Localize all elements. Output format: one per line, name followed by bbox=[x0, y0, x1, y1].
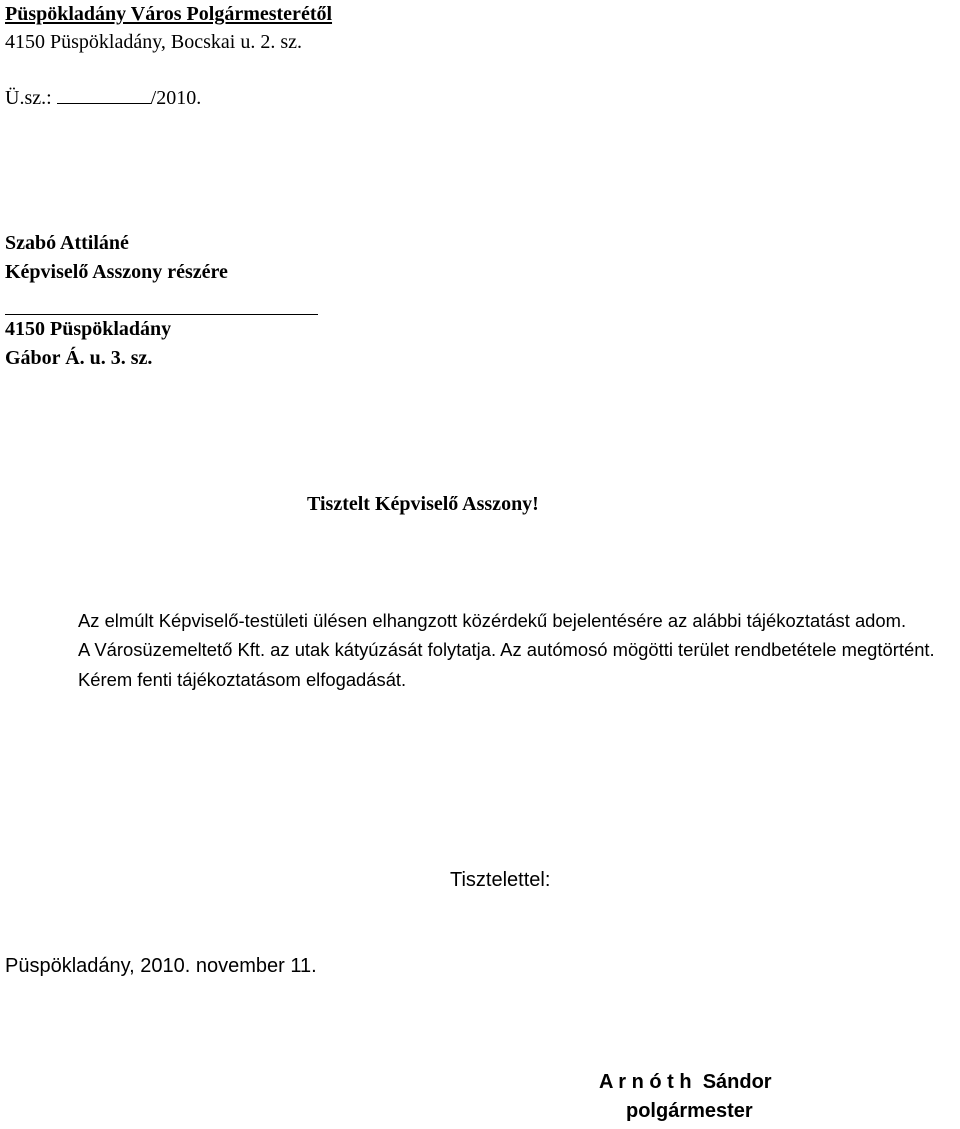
signer-name: A r n ó t h Sándor bbox=[599, 1071, 772, 1093]
signer-title: polgármester bbox=[626, 1100, 753, 1122]
sender-name: Püspökladány Város Polgármesterétől bbox=[5, 3, 333, 25]
recipient-title: Képviselő Asszony részére bbox=[5, 261, 228, 283]
closing: Tisztelettel: bbox=[450, 869, 551, 891]
letter-body bbox=[5, 606, 955, 694]
body-paragraph: Az elmúlt Képviselő-testületi ülésen elhangzott közérdekű bejelentésére az alábbi tájékoztatást adom. bbox=[78, 610, 907, 631]
reference-prefix: Ü.sz.: bbox=[5, 87, 52, 109]
sender-address: 4150 Püspökladány, Bocskai u. 2. sz. bbox=[5, 31, 303, 53]
body-paragraph: A Városüzemeltető Kft. az utak kátyúzását folytatja. Az autómosó mögötti terület rendbetétele megtörtént. bbox=[78, 639, 935, 661]
recipient-street: Gábor Á. u. 3. sz. bbox=[5, 347, 153, 369]
recipient-divider bbox=[5, 314, 318, 315]
reference-suffix: /2010. bbox=[150, 87, 202, 109]
reference-blank bbox=[57, 88, 151, 104]
salutation: Tisztelt Képviselő Asszony! bbox=[307, 493, 539, 515]
reference-number-line bbox=[5, 88, 201, 108]
recipient-city: 4150 Püspökladány bbox=[5, 318, 172, 340]
body-paragraph: Kérem fenti tájékoztatásom elfogadását. bbox=[78, 668, 407, 690]
place-date: Püspökladány, 2010. november 11. bbox=[5, 955, 317, 977]
recipient-name: Szabó Attiláné bbox=[5, 232, 129, 254]
